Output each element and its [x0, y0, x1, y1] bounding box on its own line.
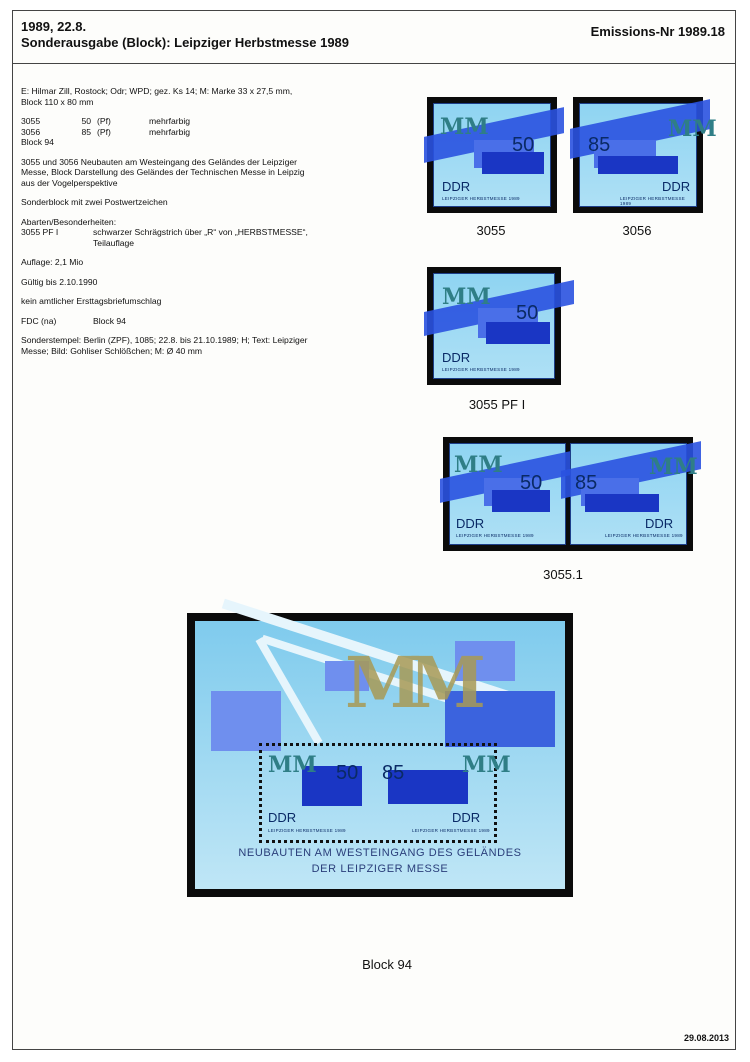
- header-divider: [13, 63, 735, 64]
- stamp-3055: [433, 103, 551, 207]
- stamp-caption: LEIPZIGER HERBSTMESSE 1989: [268, 828, 346, 833]
- stamp-caption: LEIPZIGER HERBSTMESSE 1989: [605, 533, 683, 538]
- stamp-pair: [449, 443, 698, 545]
- valid-until: Gültig bis 2.10.1990: [21, 276, 98, 287]
- block-perforation: [259, 743, 511, 843]
- design-info: [21, 86, 381, 107]
- block-stamps: [262, 746, 511, 840]
- description-line2: Messe, Block Darstellung des Geländes der Technischen Messe in Leipzig: [21, 167, 305, 177]
- stamp-unit: (Pf): [97, 126, 111, 137]
- sonderblock-note: Sonderblock mit zwei Postwertzeichen: [21, 197, 168, 207]
- page-date: 29.08.2013: [683, 1033, 729, 1043]
- page-title: Sonderausgabe (Block): Leipziger Herbstmesse 1989: [21, 35, 350, 50]
- block-number: Block 94: [21, 137, 54, 147]
- pair-stamp-3055: [449, 443, 566, 545]
- stamp-country: DDR: [645, 516, 674, 531]
- stamp-country: DDR: [442, 179, 471, 194]
- messe-logo-icon: MM: [462, 752, 511, 778]
- label-3055: 3055: [476, 223, 506, 238]
- messe-logo-icon: MM: [668, 116, 717, 142]
- block-stamp-3055: [262, 746, 378, 840]
- variant-row: [21, 227, 381, 248]
- stamp-list-row: [21, 116, 381, 127]
- postmark-line2: Messe; Bild: Gohliser Schlößchen; M: Ø 40 mm: [21, 345, 203, 356]
- messe-logo-icon: MM: [649, 454, 698, 480]
- messe-logo-icon: MM: [345, 641, 472, 724]
- stamp-caption: LEIPZIGER HERBSTMESSE 1989: [620, 196, 686, 206]
- label-3055-1: 3055.1: [543, 567, 583, 582]
- block-stamp-3056: [378, 746, 511, 840]
- messe-logo-icon: MM: [454, 452, 503, 478]
- album-page: [12, 10, 736, 1050]
- block-hall: [211, 691, 281, 751]
- stamp-value: 50: [81, 116, 91, 126]
- block-caption-line1: NEUBAUTEN AM WESTEINGANG DES GELÄNDES: [238, 847, 522, 859]
- print-run: Auflage: 2,1 Mio: [21, 257, 84, 267]
- stamp-3056-mount: [573, 97, 717, 213]
- stamp-list: [21, 116, 381, 148]
- variant-desc: [93, 227, 363, 248]
- stamp-caption: LEIPZIGER HERBSTMESSE 1989: [442, 196, 520, 201]
- stamp-value: 50: [516, 302, 539, 324]
- fdc-row: [21, 316, 381, 327]
- messe-logo-icon: MM: [442, 284, 491, 310]
- stamp-country: DDR: [662, 179, 691, 194]
- label-3055-pf: 3055 PF I: [468, 397, 526, 412]
- special-postmark: [21, 335, 381, 356]
- block-caption-line2: DER LEIPZIGER MESSE: [311, 863, 449, 875]
- design-info-line1: E: Hilmar Zill, Rostock; Odr; WPD; gez. Ks 14; M: Marke 33 x 27,5 mm,: [21, 86, 293, 96]
- stamp-unit: (Pf): [97, 116, 111, 126]
- variant-nr: 3055 PF I: [21, 227, 59, 237]
- stamp-caption: LEIPZIGER HERBSTMESSE 1989: [456, 533, 534, 538]
- stamp-3055-pf: [433, 273, 555, 379]
- stamp-caption: LEIPZIGER HERBSTMESSE 1989: [442, 367, 520, 372]
- stamp-value: 50: [520, 472, 543, 494]
- variants-title: Abarten/Besonderheiten:: [21, 216, 117, 227]
- block-94-sheet: [195, 621, 565, 889]
- stamp-value: 85: [81, 126, 91, 137]
- label-block-94: Block 94: [362, 957, 412, 972]
- messe-logo-icon: MM: [440, 114, 489, 140]
- stamp-pair-mount: [443, 437, 698, 551]
- issue-date: 1989, 22.8.: [21, 19, 87, 34]
- variants: [21, 217, 381, 249]
- variant-desc-line1: schwarzer Schrägstrich über „R“ von „HERBSTMESSE“,: [93, 227, 308, 237]
- design-info-line2: Block 110 x 80 mm: [21, 96, 94, 107]
- description-line1: 3055 und 3056 Neubauten am Westeingang des Geländes der Leipziger: [21, 156, 297, 167]
- stamp-building: [598, 156, 678, 174]
- stamp-3056: [579, 103, 717, 207]
- stamp-building: [486, 322, 550, 344]
- stamp-3055-mount: [427, 97, 557, 213]
- issue-details: [21, 86, 381, 365]
- stamp-country: DDR: [268, 810, 297, 825]
- block-94-mount: [187, 613, 573, 897]
- stamp-value: 50: [336, 762, 359, 784]
- stamp-value: 85: [382, 762, 405, 784]
- stamp-3055-pf-mount: [427, 267, 561, 385]
- stamp-building: [585, 494, 659, 512]
- stamp-color: mehrfarbig: [149, 126, 191, 137]
- stamp-caption: LEIPZIGER HERBSTMESSE 1989: [412, 828, 490, 833]
- stamp-country: DDR: [442, 350, 471, 365]
- description: [21, 157, 381, 189]
- stamp-country: DDR: [456, 516, 485, 531]
- stamp-country: DDR: [452, 810, 481, 825]
- fdc-value: Block 94: [93, 315, 126, 326]
- label-3056: 3056: [622, 223, 652, 238]
- first-day-note: kein amtlicher Ersttagsbriefumschlag: [21, 296, 162, 306]
- stamp-color: mehrfarbig: [149, 116, 191, 126]
- messe-logo-icon: MM: [268, 752, 317, 778]
- stamp-value: 85: [588, 134, 611, 156]
- emission-number: Emissions-Nr 1989.18: [590, 24, 725, 39]
- stamp-value: 50: [512, 134, 535, 156]
- fdc-label: FDC (na): [21, 315, 57, 326]
- variant-desc-line2: Teilauflage: [93, 237, 135, 248]
- stamp-value: 85: [575, 472, 598, 494]
- description-line3: aus der Vogelperspektive: [21, 177, 118, 188]
- stamp-nr: 3055: [21, 116, 41, 126]
- stamp-nr: 3056: [21, 126, 41, 137]
- postmark-line1: Sonderstempel: Berlin (ZPF), 1085; 22.8. bis 21.10.1989; H; Text: Leipziger: [21, 335, 308, 345]
- stamp-list-row: [21, 127, 381, 138]
- pair-stamp-3056: [570, 443, 698, 545]
